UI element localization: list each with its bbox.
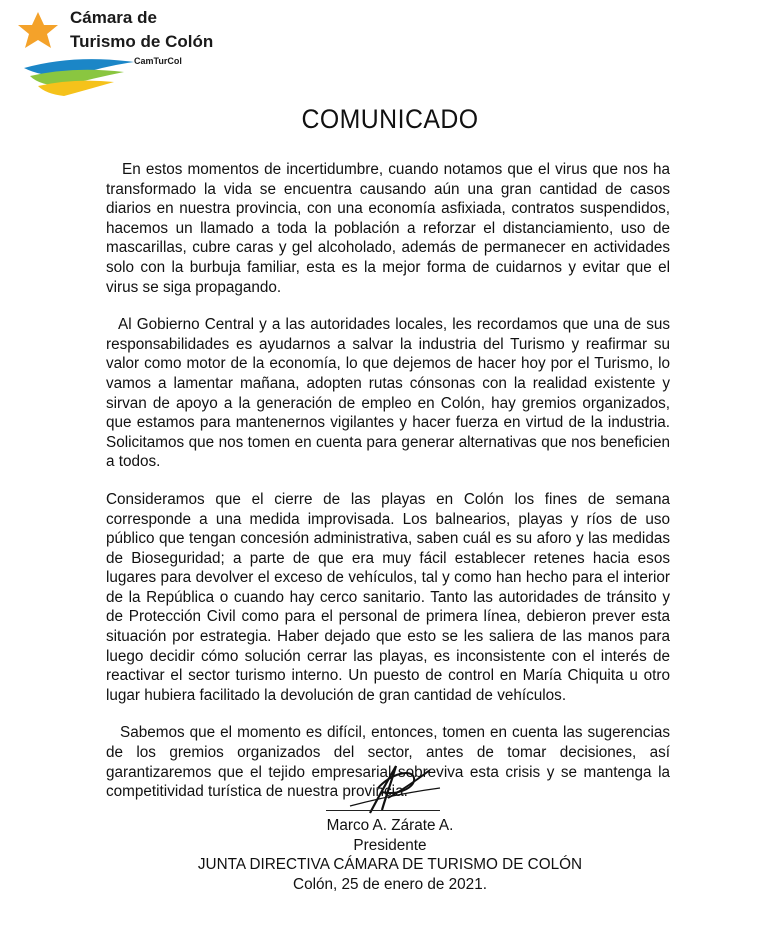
paragraph-3: Consideramos que el cierre de las playas en Colón los fines de semana corresponde a una medida improvisada. Los balnearios, playas y ríos de uso público que tengan concesión administrativa, saben cuál es su aforo y las medidas de Bioseguridad; a parte de que era muy fácil establecer retenes hacia esos lugares para devolver el exceso de vehículos, tal y como han hecho para el interior de la República o cuando hay cerco sanitario. Tanto las autoridades de tránsito y de Protección Civil como para el personal de primera línea, debieron prever esta situación por estrategia. Haber dejado que esto se les saliera de las manos para luego decidir cómo solución cerrar las playas, es inconsistente con el interés de reactivar el sector turismo interno. Un puesto de control en María Chiquita u otro lugar hubiera facilitado la devolución de gran cantidad de vehículos. [106,490,670,704]
logo-abbreviation: CamTurCol [134,56,182,66]
organization-name: JUNTA DIRECTIVA CÁMARA DE TURISMO DE COLÓN [197,856,583,874]
logo-title-line1: Cámara de [70,8,157,27]
document-title: COMUNICADO [301,104,479,134]
chamber-logo [14,6,254,102]
star-icon [18,12,58,48]
signature-line [326,810,440,811]
logo-title-line2: Turismo de Colón [70,32,214,51]
document-body [106,160,670,820]
paragraph-4: Sabemos que el momento es difícil, entonces, tomen en cuenta las sugerencias de los gremios organizados del sector, antes de tomar decisiones, así garantizaremos que el tejido empresarial sobreviva esta crisis y se mantenga la competitividad turística de nuestra provincia. [106,724,670,801]
place-date: Colón, 25 de enero de 2021. [293,875,487,893]
paragraph-2: Al Gobierno Central y a las autoridades locales, les recordamos que una de sus responsabilidades es ayudarnos a salvar la industria del Turismo y reafirmar su valor como motor de la economía, lo que dejemos de hacer hoy por el Turismo, lo vamos a lamentar mañana, adopten rutas cónsonas con la realidad existente y sirvan de apoyo a la generación de empleo en Colón, hay gremios organizados, que estamos para mantenernos vigilantes y hacer fuerza en virtud de la industria. Solicitamos que nos tomen en cuenta para generar alternativas que nos beneficien a todos. [106,316,670,471]
signer-role: Presidente [353,836,427,854]
paragraph-1: En estos momentos de incertidumbre, cuando notamos que el virus que nos ha transformado la vida se encuentra causando aún una gran cantidad de casos diarios en nuestra provincia, con una economía asfixiada, contratos suspendidos, hacemos un llamado a toda la población a reforzar el distanciamiento, uso de mascarillas, cubre caras y gel alcoholado, además de permanecer en actividades solo con la burbuja familiar, esta es la mejor forma de cuidarnos y evitar que el virus se siga propagando. [106,161,670,296]
closing-block [150,816,630,894]
signer-name: Marco A. Zárate A. [326,817,454,834]
